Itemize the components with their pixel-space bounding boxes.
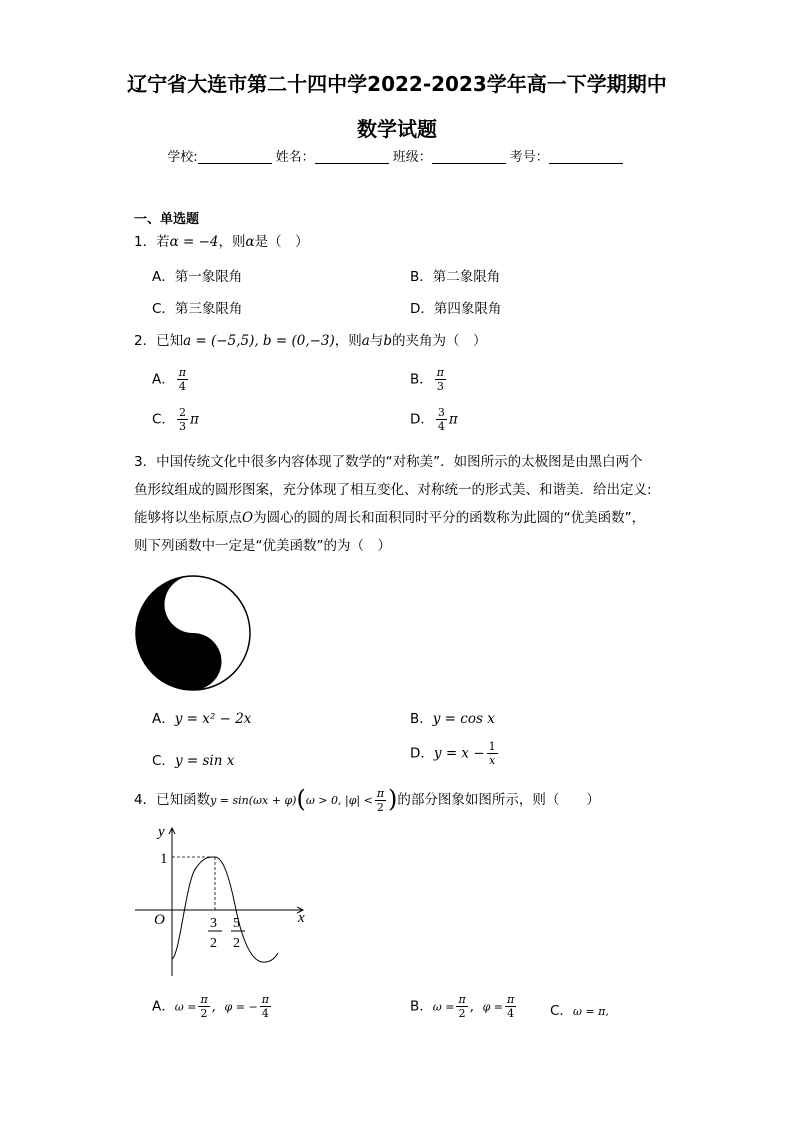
numerator: π — [261, 993, 269, 1006]
question-1 — [134, 228, 309, 256]
numerator: π — [458, 993, 466, 1006]
fraction — [487, 740, 498, 767]
q3-option-c — [152, 749, 234, 769]
question-number: 3． — [134, 454, 157, 470]
exam-number-label: 考号： — [509, 150, 549, 165]
question-text: 能够将以坐标原点 — [134, 510, 242, 526]
paren-close: ) — [388, 785, 398, 813]
sine-graph — [130, 820, 310, 980]
class-label: 班级： — [392, 150, 432, 165]
fraction — [435, 366, 446, 393]
question-text: 已知 — [156, 333, 184, 349]
q4-option-c — [550, 999, 609, 1019]
math-expr: y = sin x — [174, 753, 235, 769]
math-var: b — [383, 333, 393, 349]
math-var: a — [361, 333, 370, 349]
denominator: 4 — [507, 1007, 515, 1020]
denominator: 4 — [261, 1007, 269, 1020]
denominator: 3 — [436, 380, 444, 393]
q1-option-a: A．第一象限角 — [152, 269, 243, 285]
math-expr: ω > 0, |φ| < — [305, 794, 373, 807]
question-text: 鱼形纹组成的圆形图案，充分体现了相互变化、对称统一的形式美、和谐美．给出定义: — [134, 482, 652, 498]
q2-option-d — [410, 406, 458, 433]
math-var: π — [189, 411, 199, 428]
question-text: 则下列函数中一定是“优美函数”的为（ ） — [134, 538, 391, 554]
x-tick-3-2-den: 2 — [210, 936, 217, 951]
q4-option-b — [410, 993, 518, 1020]
y-tick-1: 1 — [160, 851, 168, 867]
option-label: B． — [410, 998, 433, 1015]
denominator: 4 — [437, 420, 445, 433]
y-axis-label: y — [158, 824, 165, 840]
taiji-figure — [134, 574, 252, 692]
student-info-row — [0, 146, 794, 165]
class-blank — [432, 150, 506, 164]
option-label: C． — [152, 753, 175, 769]
option-label: A． — [152, 711, 175, 727]
fraction — [260, 993, 271, 1020]
fraction — [198, 993, 209, 1020]
option-label: A． — [152, 371, 175, 388]
option-label: C． — [550, 1003, 573, 1019]
section-heading: 一、单选题 — [134, 212, 200, 227]
page-subtitle: 数学试题 — [357, 117, 437, 141]
math-var: O — [242, 510, 254, 526]
fraction — [177, 406, 188, 433]
option-label: B． — [410, 371, 433, 388]
numerator: π — [436, 366, 444, 379]
question-number: 4． — [134, 792, 157, 808]
q3-option-d — [410, 740, 500, 767]
x-tick-3-2-num: 3 — [210, 916, 217, 931]
numerator: π — [200, 993, 208, 1006]
option-label: D． — [410, 745, 434, 762]
q1-option-c: C．第三象限角 — [152, 301, 243, 317]
option-label: C． — [152, 411, 175, 428]
taiji-black-dot — [188, 656, 199, 667]
q2-option-c — [152, 406, 199, 433]
question-text: 为圆心的圆的周长和面积同时平分的函数称为此圆的“优美函数”， — [253, 510, 646, 526]
question-4 — [134, 785, 600, 815]
denominator: 4 — [178, 380, 186, 393]
math-expr: ω = π, — [572, 1005, 609, 1018]
q2-option-b — [410, 366, 448, 393]
math-expr: α = −4 — [169, 234, 219, 250]
question-text: 的夹角为（ ） — [392, 333, 487, 349]
paren-open: ( — [296, 785, 306, 813]
math-var: π — [448, 411, 458, 428]
question-3 — [134, 448, 674, 560]
math-expr: φ = − — [224, 1000, 258, 1014]
q1-option-b: B．第二象限角 — [410, 269, 501, 285]
fraction — [456, 993, 467, 1020]
question-number: 1． — [134, 234, 157, 250]
math-expr: y = cos x — [432, 711, 495, 727]
q1-option-d: D．第四象限角 — [410, 301, 502, 317]
denominator: 2 — [376, 800, 384, 814]
q3-option-b — [410, 707, 495, 727]
school-blank — [198, 150, 272, 164]
question-text: 中国传统文化中很多内容体现了数学的“对称美”．如图所示的太极图是由黑白两个 — [156, 454, 643, 470]
q2-option-a — [152, 366, 190, 393]
math-var: α — [245, 234, 255, 250]
x-axis-label: x — [298, 910, 305, 926]
q3-option-a — [152, 707, 251, 727]
numerator: π — [178, 366, 186, 379]
question-text: 是（ ） — [254, 234, 309, 250]
question-number: 2． — [134, 333, 157, 349]
comma: , — [211, 998, 225, 1015]
option-label: A． — [152, 998, 175, 1015]
x-tick-5-2-num: 5 — [233, 916, 240, 931]
numerator: 3 — [437, 406, 445, 419]
math-expr: a = (−5,5), b = (0,−3) — [183, 333, 335, 349]
page-title: 辽宁省大连市第二十四中学2022-2023学年高一下学期期中 — [127, 72, 667, 96]
denominator: x — [489, 754, 496, 767]
fraction — [375, 787, 386, 814]
taiji-white-dot — [188, 599, 199, 610]
question-text: 已知函数 — [156, 792, 211, 808]
numerator: π — [506, 993, 515, 1006]
denominator: 2 — [458, 1007, 466, 1020]
numerator: 2 — [178, 406, 186, 419]
name-blank — [315, 150, 389, 164]
name-label: 姓名： — [275, 150, 315, 165]
question-text: ，则 — [218, 234, 246, 250]
math-expr: y = sin(ωx + φ) — [210, 794, 297, 807]
origin-label: O — [154, 912, 165, 928]
math-expr: φ = — [482, 1000, 503, 1014]
numerator: π — [376, 786, 385, 800]
school-label: 学校: — [167, 150, 198, 165]
numerator: 1 — [488, 740, 496, 753]
option-label: D． — [410, 411, 434, 428]
fraction — [177, 366, 188, 393]
x-tick-5-2-den: 2 — [233, 936, 240, 951]
question-text: ，则 — [334, 333, 362, 349]
denominator: 3 — [178, 420, 186, 433]
fraction — [505, 993, 516, 1020]
option-label: B． — [410, 711, 433, 727]
exam-number-blank — [549, 150, 623, 164]
question-text: 若 — [156, 234, 170, 250]
math-expr: ω = — [432, 1000, 455, 1014]
question-2 — [134, 327, 487, 355]
fraction — [436, 406, 447, 433]
math-expr: y = x − — [433, 745, 485, 762]
comma: , — [469, 998, 483, 1015]
math-expr: ω = — [174, 1000, 197, 1014]
question-text: 的部分图象如图所示，则（ ） — [397, 792, 600, 808]
question-text: 与 — [369, 333, 384, 349]
denominator: 2 — [200, 1007, 208, 1020]
math-expr: y = x² − 2x — [174, 711, 252, 727]
q4-option-a — [152, 993, 273, 1020]
